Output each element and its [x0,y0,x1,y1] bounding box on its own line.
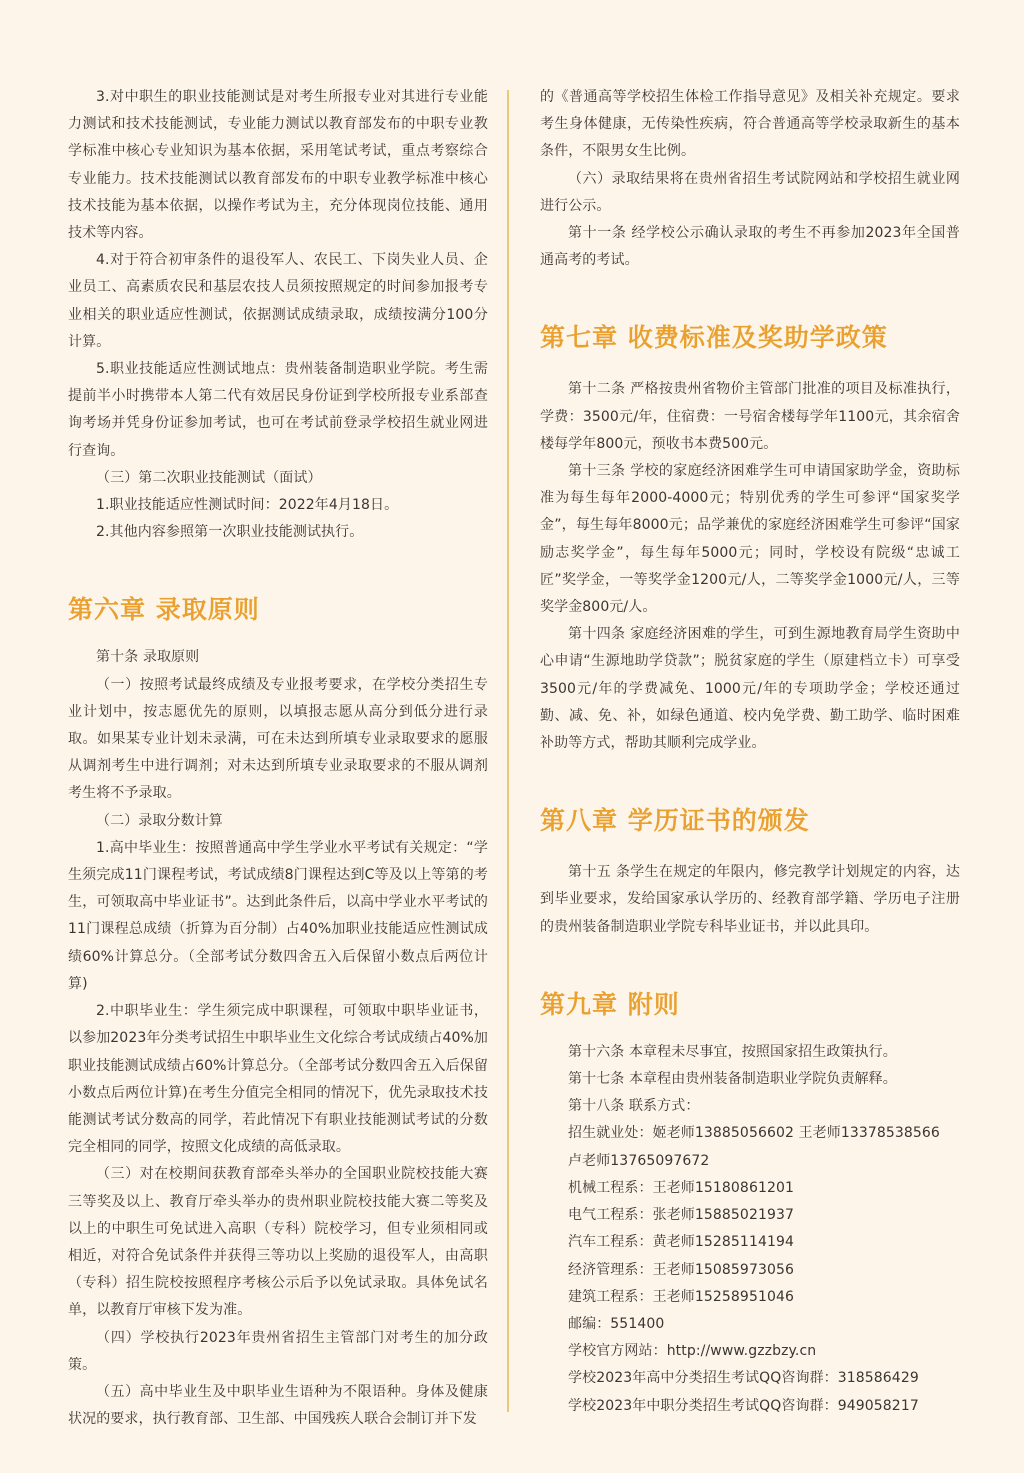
contact-mechanical: 机械工程系：王老师15180861201 [568,1179,794,1196]
column-divider [507,90,509,1412]
postal-code: 邮编：551400 [568,1315,665,1332]
paragraph: （一）按照考试最终成绩及专业报考要求，在学校分类招生专业计划中，按志愿优先的原则，以填报志愿从高分到低分进行录取。如果某专业计划未录满，可在未达到所填专业录取要求的愿服从调剂考生中进行调剂；对未达到所填专业录取要求的不服从调剂考生将不予录取。 [68,676,488,802]
article-18: 第十八条 联系方式： [568,1098,700,1115]
paragraph: （三）第二次职业技能测试（面试） [96,469,322,486]
chapter-7-title: 第七章 收费标准及奖助学政策 [540,323,888,353]
paragraph: 的《普通高等学校招生体检工作指导意见》及相关补充规定。要求考生身体健康，无传染性疾病，符合普通高等学校录取新生的基本条件，不限男女生比例。 [540,89,960,160]
paragraph: 2.中职毕业生：学生须完成中职课程，可领取中职毕业证书，以参加2023年分类考试招生中职毕业生文化综合考试成绩占40%加职业技能测试成绩占60%计算总分。（全部考试分数四舍五入后保留小数点后两位计算)在考生分值完全相同的情况下，优先录取技术技能测试考试分数高的同学，若此情况下有职业技能测试考试的分数完全相同的同学，按照文化成绩的高低录取。 [68,1003,488,1156]
chapter-6-title: 第六章 录取原则 [68,595,260,625]
article-10-heading: 第十条 录取原则 [96,649,200,666]
qq-group-highschool: 学校2023年高中分类招生考试QQ咨询群：318586429 [568,1370,919,1387]
paragraph: 第十四条 家庭经济困难的学生，可到生源地教育局学生资助中心申请“生源地助学贷款”；脱贫家庭的学生（原建档立卡）可享受3500元/年的学费减免、1000元/年的专项助学金；学校还通过勤、减、免、补，如绿色通道、校内免学费、勤工助学、临时困难补助等方式，帮助其顺利完成学业。 [540,626,960,752]
contact-architecture: 建筑工程系：王老师15258951046 [568,1288,794,1305]
paragraph: 2.其他内容参照第一次职业技能测试执行。 [96,524,364,541]
article-17: 第十七条 本章程由贵州装备制造职业学院负责解释。 [568,1071,897,1088]
paragraph: （六）录取结果将在贵州省招生考试院网站和学校招生就业网进行公示。 [540,170,960,214]
paragraph: （三）对在校期间获教育部牵头举办的全国职业院校技能大赛三等奖及以上、教育厅牵头举办的贵州职业院校技能大赛二等奖及以上的中职生可免试进入高职（专科）院校学习，但专业须相同或相近，对符合免试条件并获得三等功以上奖励的退役军人，由高职（专科）招生院校按照程序考核公示后予以免试录取。具体免试名单，以教育厅审核下发为准。 [68,1166,488,1319]
contact-admissions: 招生就业处：姬老师13885056602 王老师13378538566 [568,1125,940,1142]
paragraph: 1.高中毕业生：按照普通高中学生学业水平考试有关规定：“学生须完成11门课程考试，考试成绩8门课程达到C等及以上等第的考生，可领取高中毕业证书”。达到此条件后，以高中学业水平考试的11门课程总成绩（折算为百分制）占40%加职业技能适应性测试成绩60%计算总分。（全部考试分数四舍五入后保留小数点后两位计算) [68,839,488,992]
paragraph: （二）录取分数计算 [96,812,223,829]
official-website[interactable]: 学校官方网站：http://www.gzzbzy.cn [568,1343,817,1360]
paragraph: （五）高中毕业生及中职毕业生语种为不限语种。身体及健康状况的要求，执行教育部、卫生部、中国残疾人联合会制订并下发 [68,1383,488,1428]
paragraph: 第十二条 严格按贵州省物价主管部门批准的项目及标准执行，学费：3500元/年，住宿费：一号宿舍楼每学年1100元，其余宿舍楼每学年800元，预收书本费500元。 [540,381,960,452]
contact-automotive: 汽车工程系：黄老师15285114194 [568,1234,794,1251]
contact-economics: 经济管理系：王老师15085973056 [568,1261,794,1278]
article-16: 第十六条 本章程未尽事宜，按照国家招生政策执行。 [568,1043,897,1060]
right-column [540,84,960,1420]
paragraph: 5.职业技能适应性测试地点：贵州装备制造职业学院。考生需提前半小时携带本人第二代有效居民身份证到学校所报专业系部查询考场并凭身份证参加考试，也可在考试前登录学校招生就业网进行查询。 [68,361,488,459]
contact-list [540,1039,960,1420]
qq-group-vocational: 学校2023年中职分类招生考试QQ咨询群：949058217 [568,1397,919,1414]
paragraph: 第十一条 经学校公示确认录取的考生不再参加2023年全国普通高考的考试。 [540,225,960,269]
paragraph: 4.对于符合初审条件的退役军人、农民工、下岗失业人员、企业员工、高素质农民和基层农技人员须按照规定的时间参加报考专业相关的职业适应性测试，依据测试成绩录取，成绩按满分100分计算。 [68,252,488,350]
chapter-9-title: 第九章 附则 [540,989,680,1019]
paragraph: （四）学校执行2023年贵州省招生主管部门对考生的加分政策。 [68,1329,488,1373]
left-column [68,84,488,1433]
contact-electrical: 电气工程系：张老师15885021937 [568,1207,794,1224]
chapter-8-title: 第八章 学历证书的颁发 [540,806,810,836]
paragraph: 1.职业技能适应性测试时间：2022年4月18日。 [96,497,399,514]
paragraph: 第十三条 学校的家庭经济困难学生可申请国家助学金，资助标准为每生每年2000-4000元；特别优秀的学生可参评“国家奖学金”，每生每年8000元；品学兼优的家庭经济困难学生可参评“国家励志奖学金”，每生每年5000元；同时，学校设有院级“忠诚工匠”奖学金，一等奖学金1200元/人，二等奖学金1000元/人，三等奖学金800元/人。 [540,463,960,616]
contact-admissions-2: 卢老师13765097672 [568,1152,710,1169]
paragraph: 第十五 条学生在规定的年限内，修完教学计划规定的内容，达到毕业要求，发给国家承认学历的、经教育部学籍、学历电子注册的贵州装备制造职业学院专科毕业证书，并以此具印。 [540,864,960,935]
paragraph: 3.对中职生的职业技能测试是对考生所报专业对其进行专业能力测试和技术技能测试，专业能力测试以教育部发布的中职专业教学标准中核心专业知识为基本依据，采用笔试考试，重点考察综合专业能力。技术技能测试以教育部发布的中职专业教学标准中核心技术技能为基本依据，以操作考试为主，充分体现岗位技能、通用技术等内容。 [68,89,488,242]
